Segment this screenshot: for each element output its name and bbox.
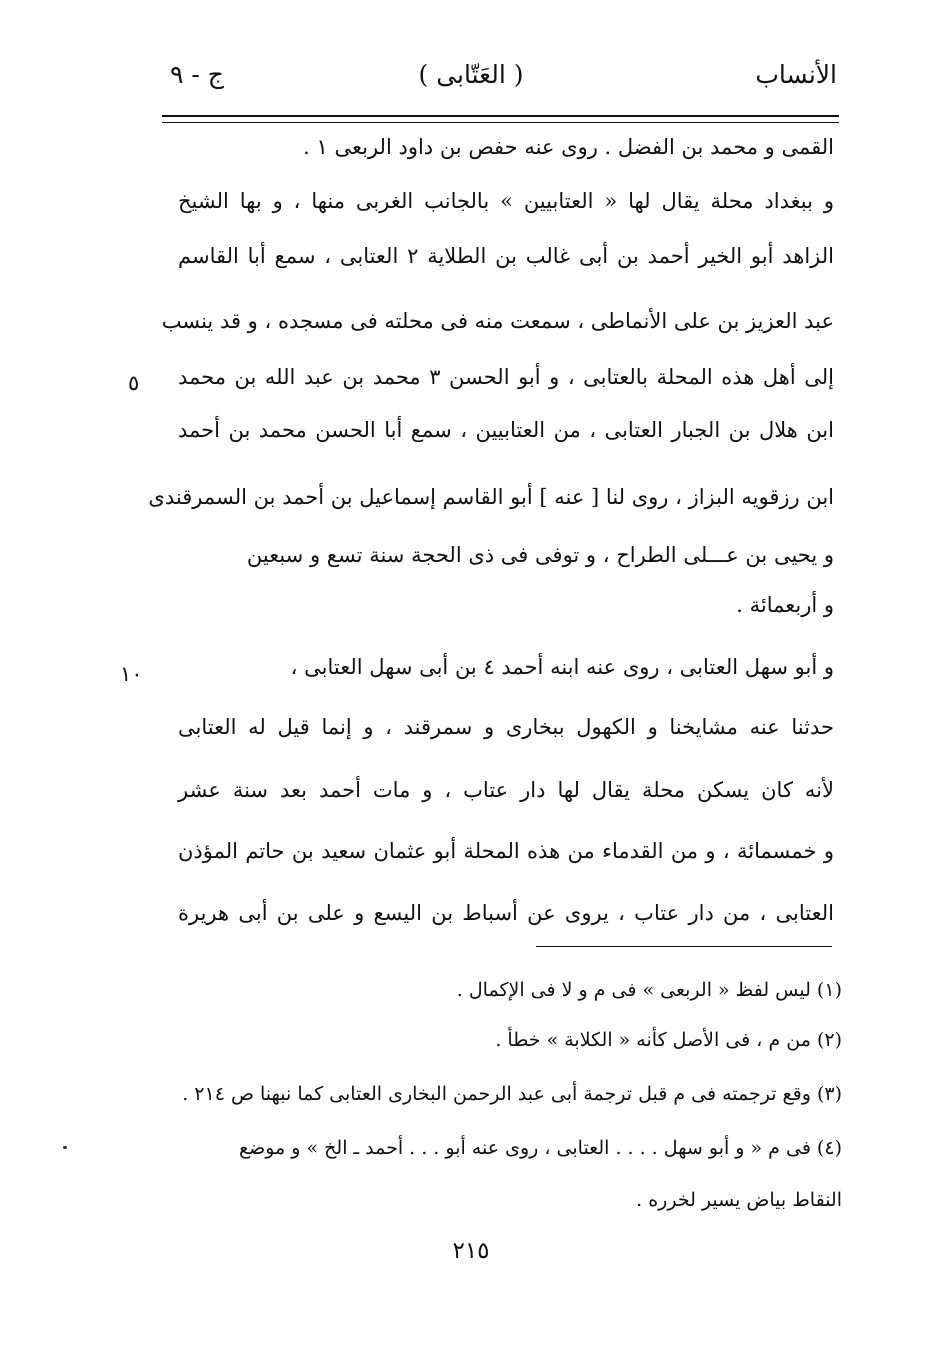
body-line: إلى أهل هذه المحلة بالعتابى ، و أبو الحسن ٣ محمد بن عبد الله بن محمد xyxy=(178,365,834,389)
scan-speck xyxy=(63,1146,67,1149)
body-line: القمى و محمد بن الفضل . روى عنه حفص بن داود الربعى ١ . xyxy=(303,135,834,159)
line-number-10: ١٠ xyxy=(120,662,143,686)
body-line: ابن هلال بن الجبار العتابى ، من العتابيين ، سمع أبا الحسن محمد بن أحمد xyxy=(178,418,834,442)
footnote: (٢) من م ، فى الأصل كأنه « الكلابة » خطأ . xyxy=(495,1029,842,1051)
body-line: و ببغداد محلة يقال لها « العتابيين » بالجانب الغربى منها ، و بها الشيخ xyxy=(178,189,834,213)
header-rule-thin xyxy=(162,122,839,123)
body-line: لأنه كان يسكن محلة يقال لها دار عتاب ، و مات أحمد بعد سنة عشر xyxy=(178,778,834,802)
footnote-rule xyxy=(536,946,832,947)
header-rule-thick xyxy=(162,115,839,117)
footnote: (٣) وقع ترجمته فى م قبل ترجمة أبى عبد الرحمن البخارى العتابى كما نبهنا ص ٢١٤ . xyxy=(182,1083,842,1105)
body-line: عبد العزيز بن على الأنماطى ، سمعت منه فى محلته فى مسجده ، و قد ينسب xyxy=(161,309,834,333)
body-line: الزاهد أبو الخير أحمد بن أبى غالب بن الطلاية ٢ العتابى ، سمع أبا القاسم xyxy=(178,244,835,268)
volume-label: ج - ٩ xyxy=(170,60,224,89)
body-line: و أبو سهل العتابى ، روى عنه ابنه أحمد ٤ بن أبى سهل العتابى ، xyxy=(290,655,834,679)
body-line: العتابى ، من دار عتاب ، يروى عن أسباط بن اليسع و على بن أبى هريرة xyxy=(178,901,834,925)
body-line: ابن رزقويه البزاز ، روى لنا [ عنه ] أبو القاسم إسماعيل بن أحمد بن السمرقندى xyxy=(148,485,834,509)
book-title: الأنساب xyxy=(755,60,837,89)
page-number: ٢١٥ xyxy=(452,1238,490,1264)
line-number-5: ٥ xyxy=(128,371,140,395)
footnote: (١) ليس لفظ « الربعى » فى م و لا فى الإكمال . xyxy=(456,979,842,1001)
footnote: النقاط بياض يسير لخرره . xyxy=(636,1189,842,1211)
body-line: و أربعمائة . xyxy=(736,593,834,617)
body-line: و خمسمائة ، و من القدماء من هذه المحلة أبو عثمان سعيد بن حاتم المؤذن xyxy=(178,839,834,863)
body-line: حدثنا عنه مشايخنا و الكهول ببخارى و سمرقند ، و إنما قيل له العتابى xyxy=(178,715,834,739)
entry-title: ( العَتّابى ) xyxy=(418,60,524,89)
body-line: و يحيى بن عـــلى الطراح ، و توفى فى ذى الحجة سنة تسع و سبعين xyxy=(246,543,834,567)
footnote: (٤) فى م « و أبو سهل . . . . العتابى ، روى عنه أبو . . . أحمد ـ الخ » و موضع xyxy=(238,1137,842,1159)
